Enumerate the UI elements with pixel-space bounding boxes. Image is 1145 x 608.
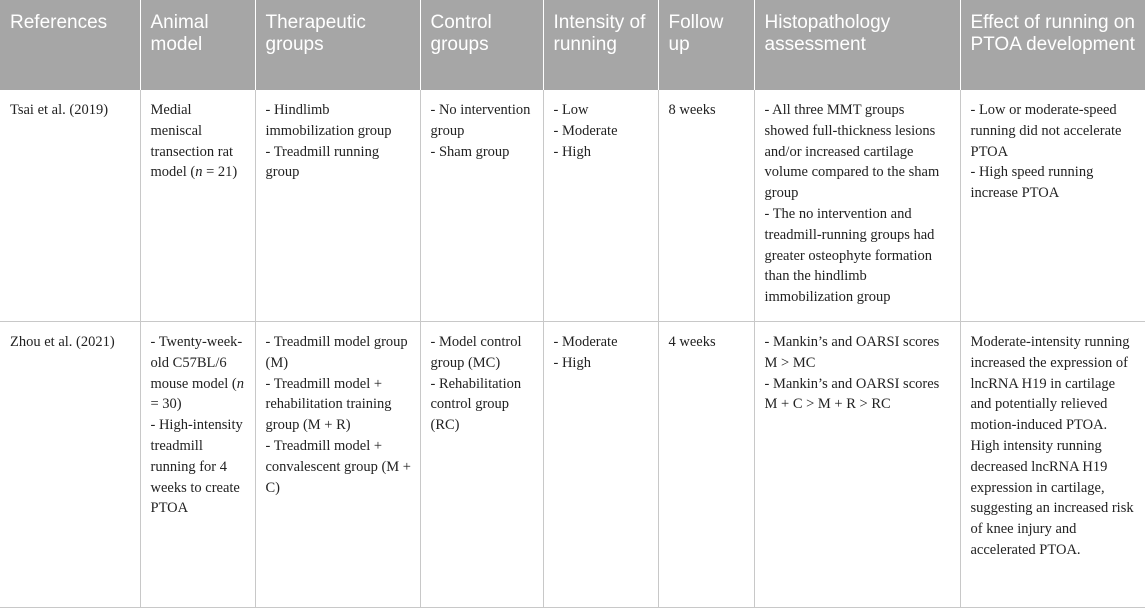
cell-follow-up: 4 weeks xyxy=(658,322,754,608)
header-follow-up: Follow up xyxy=(658,0,754,90)
header-row xyxy=(0,0,1145,90)
table-row xyxy=(0,322,1145,608)
header-control-groups: Control groups xyxy=(420,0,543,90)
cell-intensity: - Low - Moderate - High xyxy=(543,90,658,322)
cell-follow-up: 8 weeks xyxy=(658,90,754,322)
header-intensity: Intensity of running xyxy=(543,0,658,90)
cell-control: - Model control group (MC) - Rehabilitation control group (RC) xyxy=(420,322,543,608)
table-row xyxy=(0,90,1145,322)
cell-histopathology: - Mankin’s and OARSI scores M > MC - Mankin’s and OARSI scores M + C > M + R > RC xyxy=(754,322,960,608)
cell-animal-model: Medial meniscal transection rat model (n = 21) xyxy=(140,90,255,322)
cell-therapeutic: - Hindlimb immobilization group - Treadmill running group xyxy=(255,90,420,322)
cell-effect: Moderate-intensity running increased the expression of lncRNA H19 in cartilage and potentially relieved motion-induced PTOA. High intensity running decreased lncRNA H19 expression in cartilage, suggesting an increased risk of knee injury and accelerated PTOA. xyxy=(960,322,1145,608)
cell-reference: Zhou et al. (2021) xyxy=(0,322,140,608)
header-animal-model: Animal model xyxy=(140,0,255,90)
header-references: References xyxy=(0,0,140,90)
cell-histopathology: - All three MMT groups showed full-thickness lesions and/or increased cartilage volume compared to the sham group - The no intervention and treadmill-running groups had greater osteophyte formation than the hindlimb immobilization group xyxy=(754,90,960,322)
header-effect: Effect of running on PTOA development xyxy=(960,0,1145,90)
cell-intensity: - Moderate - High xyxy=(543,322,658,608)
cell-effect: - Low or moderate-speed running did not accelerate PTOA - High speed running increase PTOA xyxy=(960,90,1145,322)
cell-therapeutic: - Treadmill model group (M) - Treadmill model + rehabilitation training group (M + R) - Treadmill model + convalescent group (M + C) xyxy=(255,322,420,608)
header-therapeutic-groups: Therapeutic groups xyxy=(255,0,420,90)
cell-reference: Tsai et al. (2019) xyxy=(0,90,140,322)
cell-control: - No intervention group - Sham group xyxy=(420,90,543,322)
header-histopathology: Histopathology assessment xyxy=(754,0,960,90)
cell-animal-model: - Twenty-week-old C57BL/6 mouse model (n = 30) - High-intensity treadmill running for 4 weeks to create PTOA xyxy=(140,322,255,608)
